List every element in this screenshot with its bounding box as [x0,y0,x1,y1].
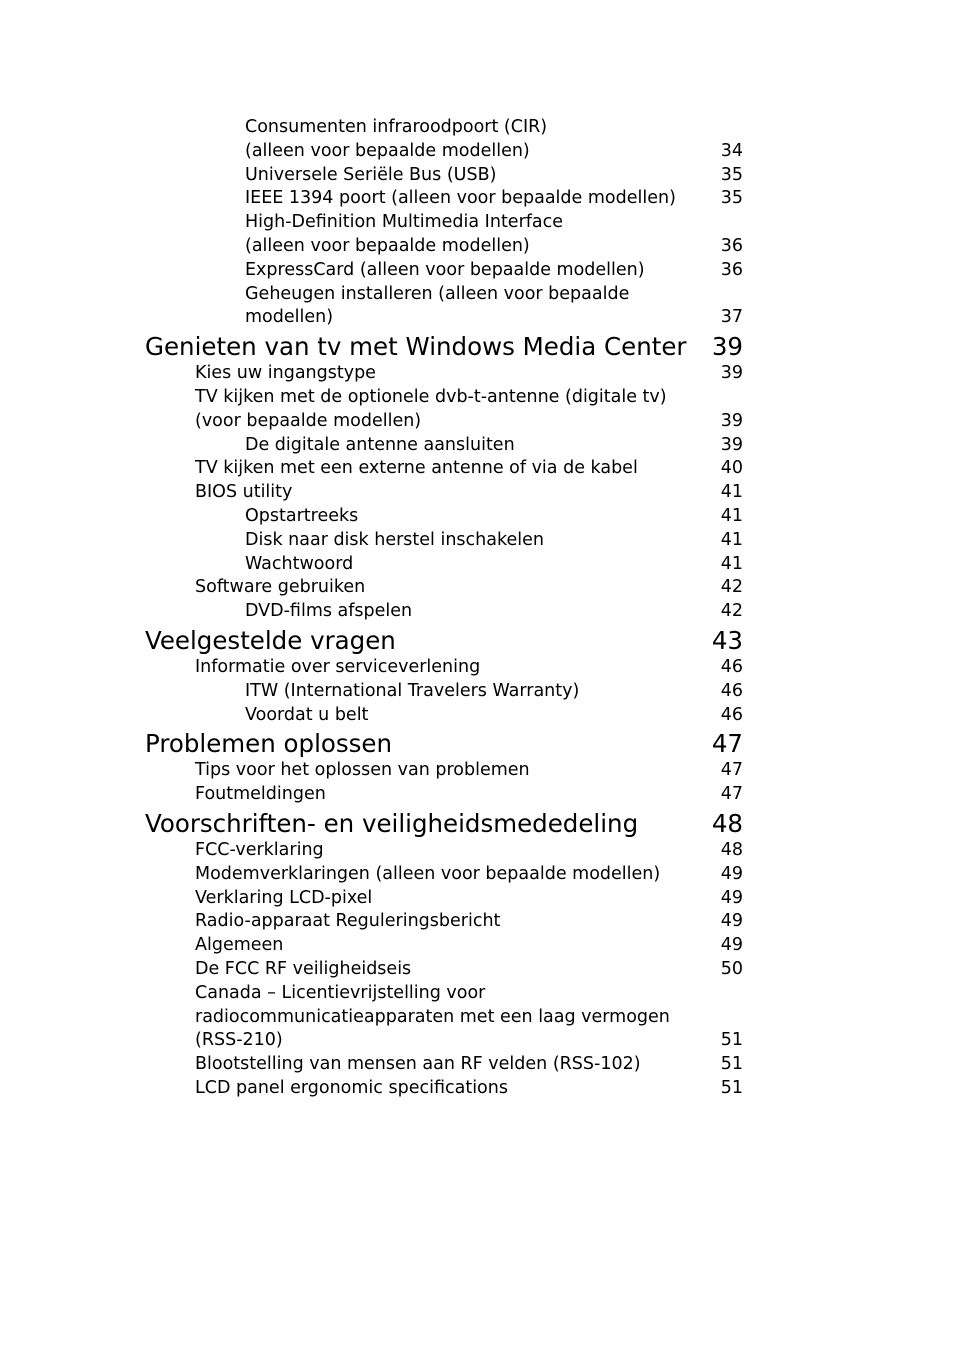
toc-entry-row[interactable] [0,600,954,624]
toc-chapter-row[interactable] [0,626,954,656]
toc-page-number: 34 [720,140,743,161]
toc-page-number: 35 [720,164,743,185]
toc-entry-title: Veelgestelde vragen [145,625,396,655]
toc-chapter-row[interactable] [0,729,954,759]
toc-page-number: 51 [720,1030,743,1051]
table-of-contents [0,116,954,1101]
toc-entry-row[interactable] [0,116,954,164]
toc-entry-title: TV kijken met een externe antenne of via de kabel [195,458,638,479]
toc-entry-title: De FCC RF veiligheidseis [195,958,412,979]
toc-entry-row[interactable] [0,386,954,434]
toc-entry-title: ITW (International Travelers Warranty) [245,680,580,701]
toc-entry-title: De digitale antenne aansluiten [245,434,515,455]
toc-page-number: 51 [720,1077,743,1098]
toc-page-number: 49 [720,863,743,884]
toc-entry-title: LCD panel ergonomic specifications [195,1077,508,1098]
toc-page-number: 49 [720,887,743,908]
toc-entry-title: ExpressCard (alleen voor bepaalde modellen) [245,259,645,280]
toc-entry-title: Modemverklaringen (alleen voor bepaalde modellen) [195,863,661,884]
toc-entry-row[interactable] [0,164,954,188]
toc-page-number: 39 [720,363,743,384]
toc-page-number: 42 [720,601,743,622]
toc-entry-title: Voordat u belt [245,704,369,725]
toc-page-number: 48 [720,839,743,860]
toc-entry-row[interactable] [0,283,954,331]
toc-page-number: 50 [720,958,743,979]
toc-entry-title: Verklaring LCD-pixel [195,887,373,908]
toc-entry-row[interactable] [0,839,954,863]
toc-entry-title: Universele Seriële Bus (USB) [245,164,497,185]
toc-entry-row[interactable] [0,783,954,807]
toc-page-number: 36 [720,235,743,256]
toc-entry-row[interactable] [0,259,954,283]
toc-entry-title: Opstartreeks [245,505,359,526]
toc-entry-title: Genieten van tv met Windows Media Center [145,332,687,362]
toc-entry-title: Canada – Licentievrijstelling voor radiocommunicatieapparaten met een laag vermogen (RSS-210) [195,982,670,1051]
toc-chapter-row[interactable] [0,809,954,839]
toc-entry-row[interactable] [0,457,954,481]
toc-page-number: 51 [720,1054,743,1075]
toc-page-number: 48 [711,808,743,838]
toc-entry-title: Disk naar disk herstel inschakelen [245,529,544,550]
toc-entry-title: Geheugen installeren (alleen voor bepaalde modellen) [245,283,630,328]
toc-entry-title: Algemeen [195,935,284,956]
toc-entry-title: Consumenten infraroodpoort (CIR) (alleen voor bepaalde modellen) [245,117,548,161]
toc-entry-title: Wachtwoord [245,553,354,574]
toc-entry-title: High-Definition Multimedia Interface (alleen voor bepaalde modellen) [245,212,564,256]
toc-entry-row[interactable] [0,704,954,728]
toc-entry-title: Problemen oplossen [145,729,393,759]
toc-page-number: 39 [711,332,743,362]
toc-entry-row[interactable] [0,553,954,577]
toc-page-number: 39 [720,434,743,455]
toc-page-number: 46 [720,704,743,725]
toc-entry-row[interactable] [0,187,954,211]
toc-entry-row[interactable] [0,656,954,680]
toc-entry-title: Informatie over serviceverlening [195,656,481,677]
toc-page-number: 42 [720,577,743,598]
toc-page-number: 36 [720,259,743,280]
toc-entry-title: Tips voor het oplossen van problemen [195,760,530,781]
toc-entry-title: Blootstelling van mensen aan RF velden (RSS-102) [195,1054,641,1075]
toc-entry-title: Foutmeldingen [195,784,326,805]
toc-entry-title: Radio-apparaat Reguleringsbericht [195,911,501,932]
toc-entry-title: BIOS utility [195,482,293,503]
toc-entry-title: Kies uw ingangstype [195,363,376,384]
toc-entry-row[interactable] [0,505,954,529]
toc-page-number: 47 [720,760,743,781]
toc-entry-row[interactable] [0,434,954,458]
toc-entry-row[interactable] [0,529,954,553]
toc-entry-row[interactable] [0,481,954,505]
toc-entry-row[interactable] [0,863,954,887]
toc-entry-row[interactable] [0,680,954,704]
toc-entry-title: Voorschriften- en veiligheidsmededeling [145,808,639,838]
toc-entry-row[interactable] [0,982,954,1053]
toc-entry-row[interactable] [0,362,954,386]
toc-entry-title: Software gebruiken [195,577,366,598]
toc-entry-title: TV kijken met de optionele dvb-t-antenne (digitale tv) (voor bepaalde modellen) [195,386,667,431]
toc-entry-row[interactable] [0,934,954,958]
toc-entry-row[interactable] [0,576,954,600]
toc-page-number: 40 [720,458,743,479]
toc-page-number: 35 [720,188,743,209]
toc-page-number: 37 [720,307,743,328]
toc-page-number: 49 [720,935,743,956]
toc-page-number: 47 [720,784,743,805]
toc-page-number: 46 [720,680,743,701]
toc-entry-title: FCC-verklaring [195,839,324,860]
toc-entry-row[interactable] [0,910,954,934]
toc-page-number: 41 [720,553,743,574]
toc-entry-row[interactable] [0,958,954,982]
toc-page-number: 47 [711,729,743,759]
toc-page-number: 41 [720,505,743,526]
toc-entry-row[interactable] [0,211,954,259]
toc-page-number: 43 [711,625,743,655]
toc-entry-title: DVD-films afspelen [245,601,413,622]
toc-page-number: 49 [720,911,743,932]
toc-page-number: 41 [720,529,743,550]
toc-entry-row[interactable] [0,759,954,783]
toc-entry-row[interactable] [0,887,954,911]
toc-page-number: 41 [720,482,743,503]
toc-entry-row[interactable] [0,1053,954,1077]
toc-entry-row[interactable] [0,1077,954,1101]
toc-page-number: 46 [720,656,743,677]
toc-chapter-row[interactable] [0,332,954,362]
toc-page-number: 39 [720,410,743,431]
toc-entry-title: IEEE 1394 poort (alleen voor bepaalde modellen) [245,188,676,209]
